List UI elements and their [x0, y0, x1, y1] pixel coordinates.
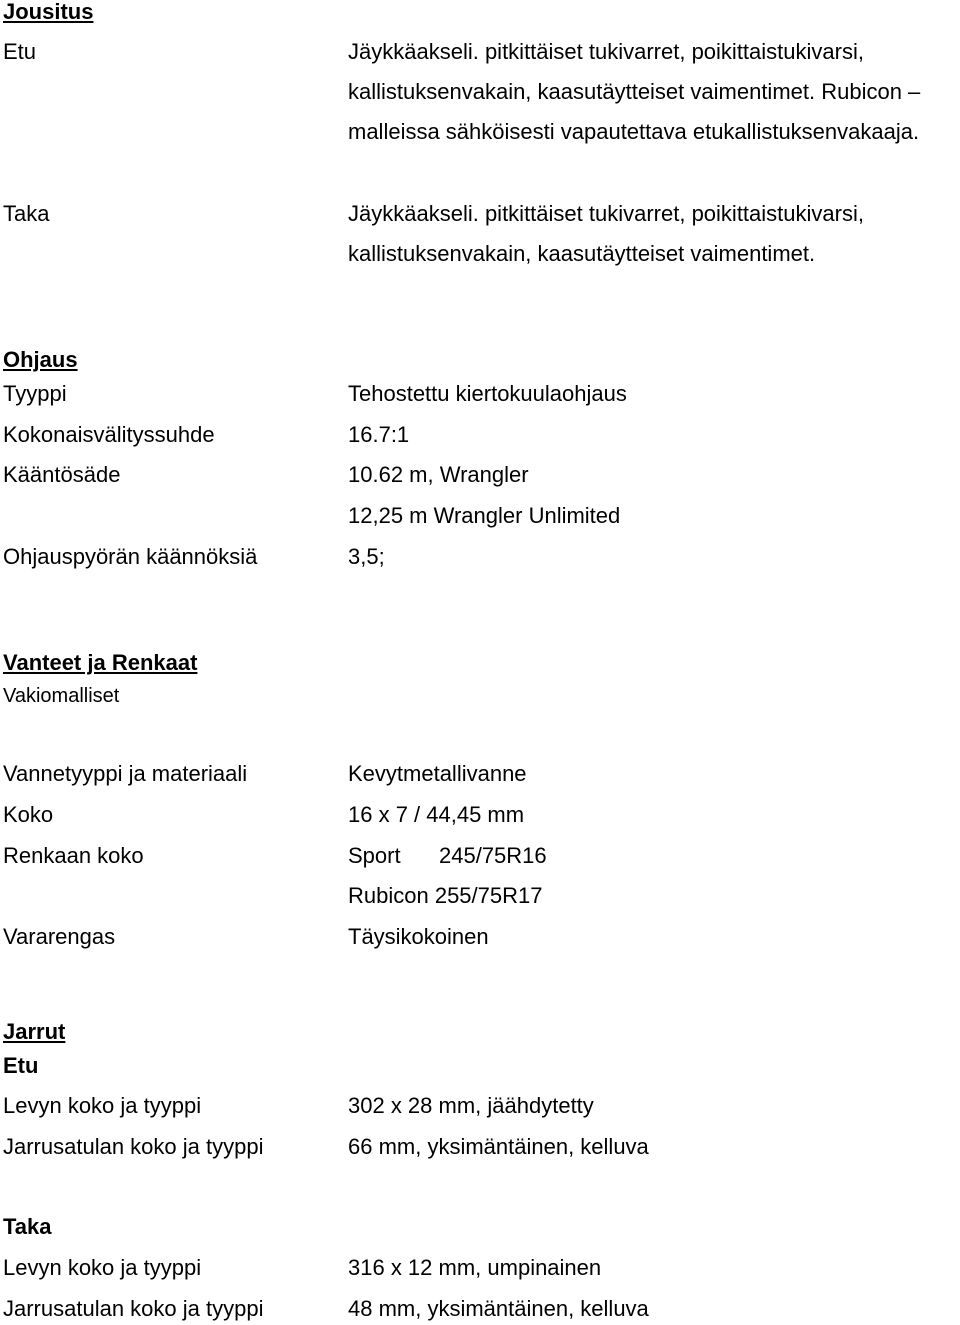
brakes-front-caliper-label: Jarrusatulan koko ja tyyppi: [3, 1134, 264, 1159]
wheels-tyre-sport-model: Sport: [348, 843, 401, 868]
steering-type-value: Tehostettu kiertokuulaohjaus: [348, 381, 627, 406]
steering-type-label: Tyyppi: [3, 381, 67, 406]
brakes-front-label: Etu: [3, 1053, 39, 1078]
steering-ratio-label: Kokonaisvälityssuhde: [3, 422, 215, 447]
suspension-rear-line-1: Jäykkäakseli. pitkittäiset tukivarret, poikittaistukivarsi,: [348, 201, 864, 226]
wheels-size-value: 16 x 7 / 44,45 mm: [348, 802, 525, 827]
brakes-rear-disc-value: 316 x 12 mm, umpinainen: [348, 1255, 602, 1280]
brakes-rear-disc-label: Levyn koko ja tyyppi: [3, 1255, 202, 1280]
brakes-rear-caliper-label: Jarrusatulan koko ja tyyppi: [3, 1296, 264, 1321]
section-heading-brakes: Jarrut: [3, 1019, 66, 1044]
steering-turning-value-2: 12,25 m Wrangler Unlimited: [348, 503, 621, 528]
suspension-rear-line-2: kallistuksenvakain, kaasutäytteiset vaimentimet.: [348, 241, 816, 266]
suspension-front-label: Etu: [3, 39, 37, 64]
suspension-rear-label: Taka: [3, 201, 50, 226]
brakes-front-disc-value: 302 x 28 mm, jäähdytetty: [348, 1093, 594, 1118]
section-heading-wheels: Vanteet ja Renkaat: [3, 650, 198, 675]
wheels-subheading: Vakiomalliset: [3, 685, 120, 707]
wheels-rim-label: Vannetyyppi ja materiaali: [3, 761, 248, 786]
brakes-front-disc-label: Levyn koko ja tyyppi: [3, 1093, 202, 1118]
section-heading-suspension: Jousitus: [3, 0, 94, 24]
wheels-spare-label: Vararengas: [3, 924, 116, 949]
steering-turns-value: 3,5;: [348, 544, 385, 569]
brakes-front-caliper-value: 66 mm, yksimäntäinen, kelluva: [348, 1134, 649, 1159]
wheels-tyre-label: Renkaan koko: [3, 843, 144, 868]
wheels-tyre-rubicon: Rubicon 255/75R17: [348, 883, 543, 908]
wheels-tyre-sport-size: 245/75R16: [439, 843, 547, 868]
wheels-spare-value: Täysikokoinen: [348, 924, 489, 949]
steering-turns-label: Ohjauspyörän käännöksiä: [3, 544, 258, 569]
steering-ratio-value: 16.7:1: [348, 422, 410, 447]
wheels-rim-value: Kevytmetallivanne: [348, 761, 527, 786]
brakes-rear-caliper-value: 48 mm, yksimäntäinen, kelluva: [348, 1296, 649, 1321]
suspension-front-line-1: Jäykkäakseli. pitkittäiset tukivarret, poikittaistukivarsi,: [348, 39, 864, 64]
wheels-size-label: Koko: [3, 802, 54, 827]
steering-turning-value-1: 10.62 m, Wrangler: [348, 462, 529, 487]
brakes-rear-label: Taka: [3, 1214, 52, 1239]
suspension-front-line-2: kallistuksenvakain, kaasutäytteiset vaimentimet. Rubicon –: [348, 79, 921, 104]
steering-turning-label: Kääntösäde: [3, 462, 121, 487]
section-heading-steering: Ohjaus: [3, 347, 78, 372]
suspension-front-line-3: malleissa sähköisesti vapautettava etukallistuksenvakaaja.: [348, 119, 920, 144]
